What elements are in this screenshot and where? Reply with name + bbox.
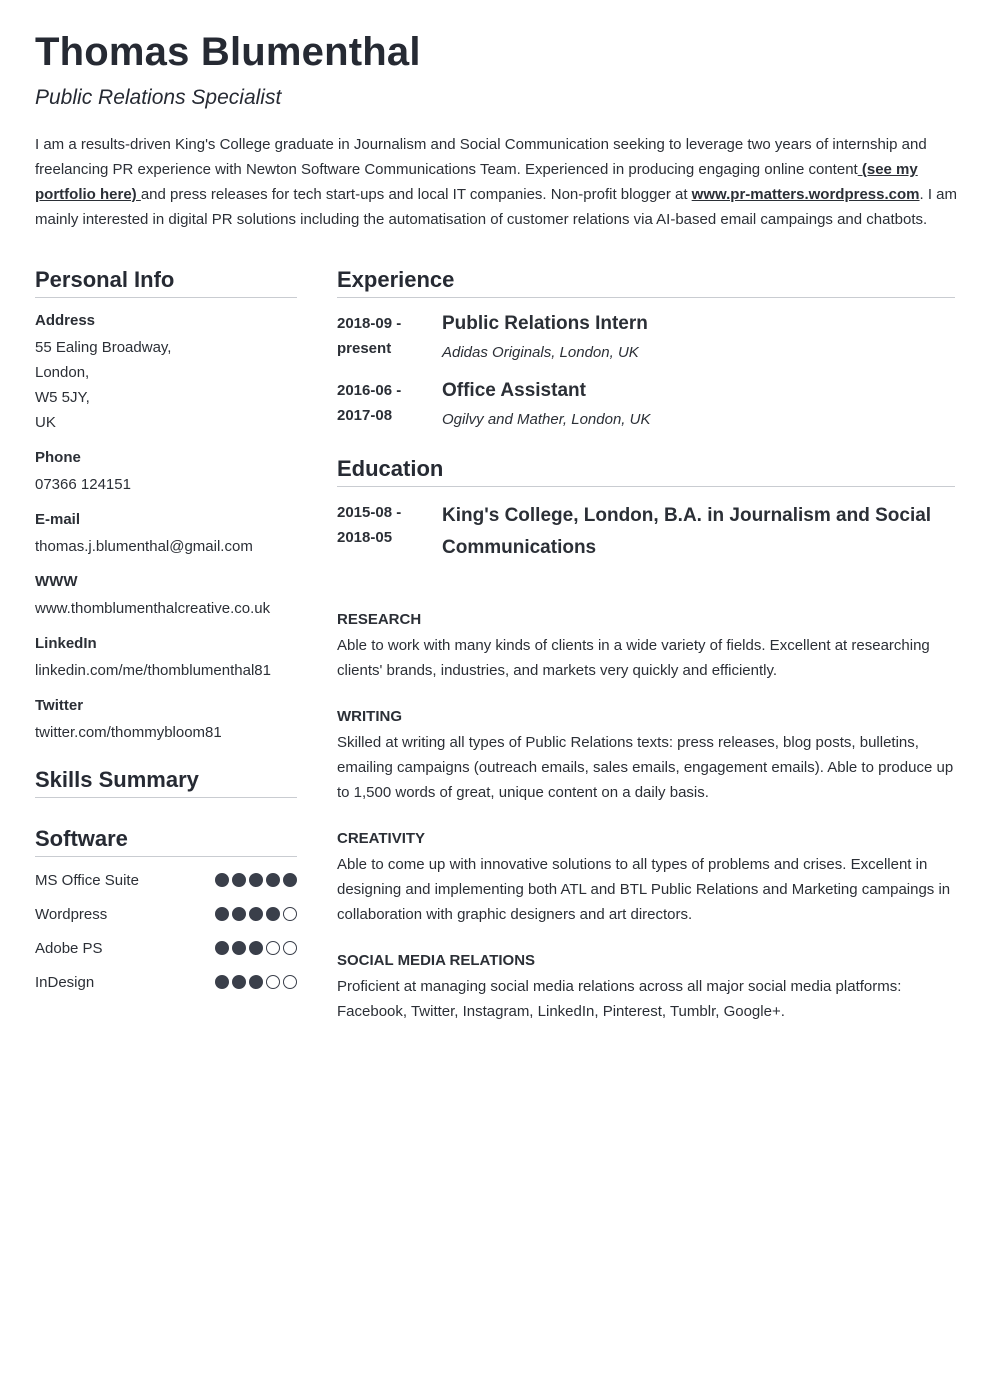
entry-organization: Ogilvy and Mather, London, UK xyxy=(442,411,651,428)
skill-detail-text: Able to come up with innovative solutions to all types of problems and crises. Excellent in designing and implementing both ATL and BTL Public Relations and Marketing campaings in collaboration with graphic designers and art directors. xyxy=(337,856,951,923)
rating-dots xyxy=(215,975,297,989)
skills-summary-heading: Skills Summary xyxy=(35,766,297,798)
skill-detail-title: RESEARCH xyxy=(337,611,422,628)
blog-link[interactable]: www.pr-matters.wordpress.com xyxy=(691,186,920,203)
address-label: Address xyxy=(35,312,96,329)
phone-label: Phone xyxy=(35,449,81,466)
rating-dot-filled xyxy=(232,873,246,887)
rating-dot-empty xyxy=(266,975,280,989)
skill-detail-text: Proficient at managing social media relations across all major social media platforms: Facebook, Twitter, Instagram, LinkedIn, Pinterest, Tumblr, Google+. xyxy=(337,978,902,1020)
skill-detail-writing xyxy=(337,707,955,805)
rating-dot-filled xyxy=(215,975,229,989)
skill-detail-social-media xyxy=(337,951,955,1024)
email-value: thomas.j.blumenthal@gmail.com xyxy=(35,538,253,555)
twitter-block xyxy=(35,696,297,745)
software-row xyxy=(35,965,297,999)
date-end: 2017-08 xyxy=(337,407,393,424)
entry-body xyxy=(442,378,955,432)
rating-dots xyxy=(215,907,297,921)
skill-detail-text: Able to work with many kinds of clients in a wide variety of fields. Excellent at researching clients' brands, industries, and markets very quickly and efficiently. xyxy=(337,637,930,679)
software-name: Wordpress xyxy=(35,905,108,923)
address-line: London, xyxy=(35,364,90,381)
date-start: 2018-09 - xyxy=(337,315,402,332)
experience-entry xyxy=(337,378,955,432)
linkedin-label: LinkedIn xyxy=(35,635,97,652)
rating-dot-filled xyxy=(266,907,280,921)
rating-dot-empty xyxy=(283,975,297,989)
entry-date xyxy=(337,500,442,564)
entry-title: Public Relations Intern xyxy=(442,313,648,334)
experience-heading: Experience xyxy=(337,266,955,298)
software-heading: Software xyxy=(35,825,297,857)
skill-detail-title: SOCIAL MEDIA RELATIONS xyxy=(337,952,536,969)
date-end: 2018-05 xyxy=(337,529,393,546)
date-end: present xyxy=(337,340,392,357)
education-title: King's College, London, B.A. in Journalism and Social Communications xyxy=(442,505,932,558)
address-value xyxy=(35,335,297,435)
software-name: MS Office Suite xyxy=(35,871,139,889)
date-start: 2016-06 - xyxy=(337,382,402,399)
software-name: InDesign xyxy=(35,973,95,991)
twitter-value: twitter.com/thommybloom81 xyxy=(35,724,222,741)
right-column xyxy=(337,266,955,1024)
rating-dot-filled xyxy=(232,975,246,989)
www-label: WWW xyxy=(35,573,78,590)
profile-summary xyxy=(35,132,960,232)
skill-detail-title: WRITING xyxy=(337,708,402,725)
twitter-label: Twitter xyxy=(35,697,84,714)
address-line: W5 5JY, xyxy=(35,389,90,406)
email-block xyxy=(35,510,297,559)
software-row xyxy=(35,863,297,897)
rating-dot-filled xyxy=(249,907,263,921)
education-entry xyxy=(337,500,955,564)
skill-detail-creativity xyxy=(337,829,955,927)
rating-dot-filled xyxy=(283,873,297,887)
rating-dot-filled xyxy=(215,873,229,887)
rating-dot-filled xyxy=(215,907,229,921)
address-line: 55 Ealing Broadway, xyxy=(35,339,172,356)
skill-detail-research xyxy=(337,610,955,683)
summary-text-2: and press releases for tech start-ups and local IT companies. Non-profit blogger at xyxy=(140,186,692,203)
email-label: E-mail xyxy=(35,511,81,528)
address-line: UK xyxy=(35,414,56,431)
rating-dot-filled xyxy=(232,941,246,955)
personal-info-heading: Personal Info xyxy=(35,266,297,298)
rating-dots xyxy=(215,941,297,955)
linkedin-value: linkedin.com/me/thomblumenthal81 xyxy=(35,662,271,679)
rating-dot-empty xyxy=(266,941,280,955)
entry-date xyxy=(337,311,442,365)
rating-dot-empty xyxy=(283,907,297,921)
skill-detail-text: Skilled at writing all types of Public Relations texts: press releases, blog posts, bulletins, emailing campaigns (outreach emails, sales emails, engagement emails). Able to produce up to 1,500 words of great, unique content on a daily basis. xyxy=(337,734,954,801)
rating-dot-filled xyxy=(266,873,280,887)
software-row xyxy=(35,931,297,965)
entry-title: Office Assistant xyxy=(442,380,586,401)
summary-text-1: I am a results-driven King's College graduate in Journalism and Social Communication seeking to leverage two years of internship and freelancing PR experience with Newton Software Communications Team. Experienced in producing engaging online content xyxy=(35,136,927,178)
entry-organization: Adidas Originals, London, UK xyxy=(442,344,639,361)
experience-entry xyxy=(337,311,955,365)
rating-dot-empty xyxy=(283,941,297,955)
skill-detail-title: CREATIVITY xyxy=(337,830,426,847)
job-title: Public Relations Specialist xyxy=(35,86,282,109)
phone-block xyxy=(35,448,297,497)
www-block xyxy=(35,572,297,621)
www-value: www.thomblumenthalcreative.co.uk xyxy=(35,600,271,617)
software-row xyxy=(35,897,297,931)
entry-body xyxy=(442,500,955,564)
phone-value: 07366 124151 xyxy=(35,476,131,493)
software-list xyxy=(35,863,297,999)
entry-date xyxy=(337,378,442,432)
address-block xyxy=(35,311,297,435)
date-start: 2015-08 - xyxy=(337,504,402,521)
education-heading: Education xyxy=(337,455,955,487)
linkedin-block xyxy=(35,634,297,683)
summary-text-3: . I am mainly interested in digital PR solutions including the automatisation of customer relations via AI-based email campaings and chatbots. xyxy=(35,186,958,228)
rating-dot-filled xyxy=(232,907,246,921)
rating-dot-filled xyxy=(249,941,263,955)
software-name: Adobe PS xyxy=(35,939,103,957)
rating-dots xyxy=(215,873,297,887)
left-column xyxy=(35,266,297,999)
candidate-name: Thomas Blumenthal xyxy=(35,30,421,74)
rating-dot-filled xyxy=(215,941,229,955)
entry-body xyxy=(442,311,955,365)
portfolio-link[interactable]: (see my portfolio here) xyxy=(35,161,918,203)
rating-dot-filled xyxy=(249,975,263,989)
rating-dot-filled xyxy=(249,873,263,887)
